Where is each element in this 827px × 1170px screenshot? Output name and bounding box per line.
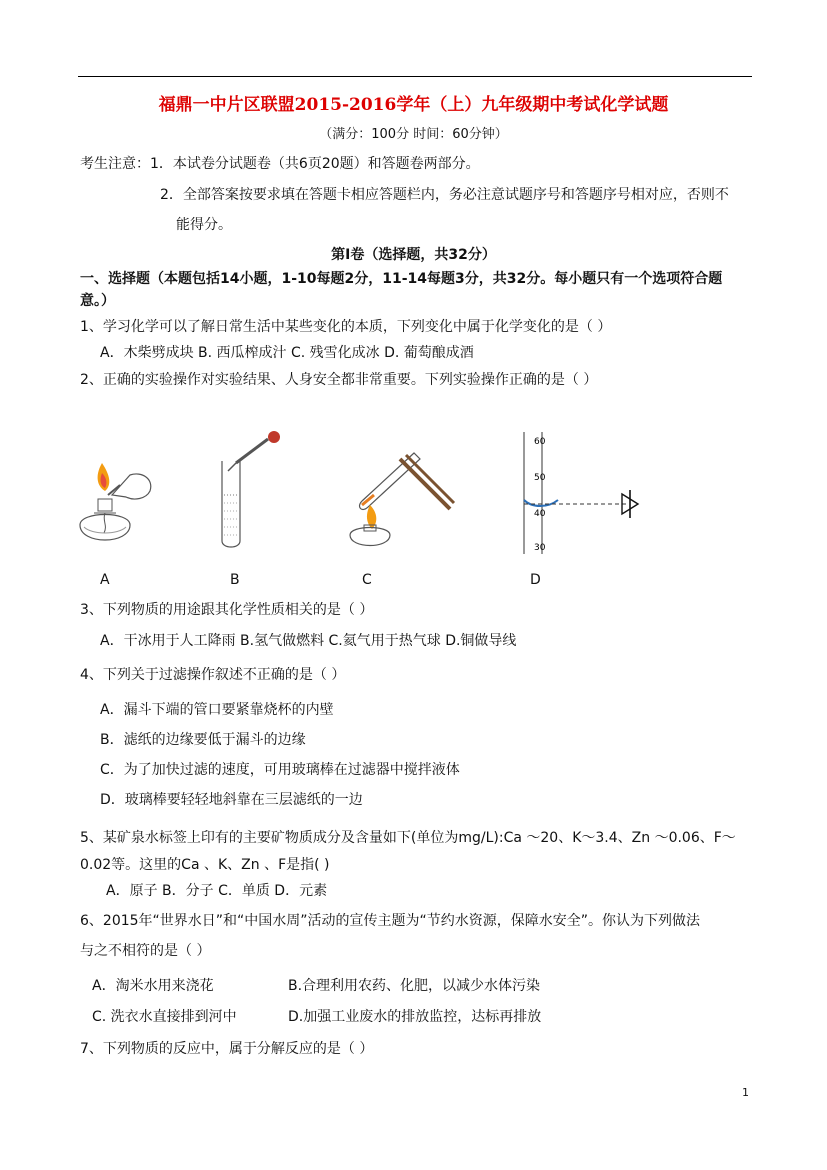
section-heading-line-2: 意。） [80, 293, 115, 309]
question-4-option-a: A．漏斗下端的管口要紧靠烧杯的内壁 [100, 702, 334, 718]
question-4-option-c: C．为了加快过滤的速度，可用玻璃棒在过滤器中搅拌液体 [100, 762, 460, 778]
question-6-stem-line-2: 与之不相符的是（ ） [80, 943, 211, 959]
question-6-option-d: D.加强工业废水的排放监控，达标再排放 [288, 1009, 542, 1025]
cylinder-tick-30: 30 [534, 543, 546, 553]
question-7-stem: 7、下列物质的反应中，属于分解反应的是（ ） [80, 1041, 374, 1057]
question-5-options: A．原子 B．分子 C．单质 D．元素 [106, 883, 328, 899]
question-4-stem: 4、下列关于过滤操作叙述不正确的是（ ） [80, 667, 346, 683]
figure-label-c: C [362, 572, 372, 588]
question-1-stem: 1、学习化学可以了解日常生活中某些变化的本质，下列变化中属于化学变化的是（ ） [80, 319, 612, 335]
figure-d-cylinder-reading [518, 432, 658, 556]
figure-a-lamp-lighting [72, 455, 162, 555]
question-6-stem: 6、2015年“世界水日”和“中国水周”活动的宣传主题为“节约水资源，保障水安全”。你认为下列做法 [80, 913, 701, 929]
header-rule [78, 76, 752, 77]
question-6-option-a: A．淘米水用来浇花 [92, 978, 214, 994]
figure-label-d: D [530, 572, 541, 588]
question-3-stem: 3、下列物质的用途跟其化学性质相关的是（ ） [80, 602, 374, 618]
figure-label-b: B [230, 572, 240, 588]
figure-label-a: A [100, 572, 110, 588]
question-6-option-b: B.合理利用农药、化肥，以减少水体污染 [288, 978, 541, 994]
question-5-stem: 5、某矿泉水标签上印有的主要矿物质成分及含量如下(单位为mg/L):Ca ～20、K～3.4、Zn ～0.06、F～ [80, 830, 736, 846]
exam-info: （满分：100分 时间：60分钟） [319, 127, 508, 142]
question-4-option-d: D．玻璃棒要轻轻地斜靠在三层滤纸的一边 [100, 792, 363, 808]
figure-b-dropper-test-tube [212, 425, 292, 550]
cylinder-tick-50: 50 [534, 473, 546, 483]
notice-line-3: 能得分。 [176, 217, 232, 233]
page-title: 福鼎一中片区联盟2015-2016学年（上）九年级期中考试化学试题 [158, 95, 669, 115]
cylinder-tick-60: 60 [534, 437, 546, 447]
notice-line-1: 考生注意：1．本试卷分试题卷（共6页20题）和答题卷两部分。 [80, 156, 480, 172]
section-heading-line-1: 一、选择题（本题包括14小题，1-10每题2分，11-14每题3分，共32分。每小题只有一个选项符合题 [80, 271, 723, 287]
question-6-option-c: C. 洗衣水直接排到河中 [92, 1009, 237, 1025]
section-title: 第Ⅰ卷（选择题，共32分） [331, 247, 496, 263]
figure-c-heating-test-tube [340, 445, 460, 555]
cylinder-tick-40: 40 [534, 509, 546, 519]
question-3-options: A．干冰用于人工降雨 B.氢气做燃料 C.氦气用于热气球 D.铜做导线 [100, 633, 517, 649]
question-5-stem-line-2: 0.02等。这里的Ca 、K、Zn 、F是指( ) [80, 857, 330, 873]
page-number: 1 [742, 1086, 749, 1099]
notice-line-2: 2．全部答案按要求填在答题卡相应答题栏内，务必注意试题序号和答题序号相对应，否则不 [160, 187, 729, 203]
question-2-stem: 2、正确的实验操作对实验结果、人身安全都非常重要。下列实验操作正确的是（ ） [80, 372, 598, 388]
question-1-options: A．木柴劈成块 B. 西瓜榨成汁 C. 残雪化成冰 D. 葡萄酿成酒 [100, 345, 474, 361]
question-4-option-b: B．滤纸的边缘要低于漏斗的边缘 [100, 732, 306, 748]
